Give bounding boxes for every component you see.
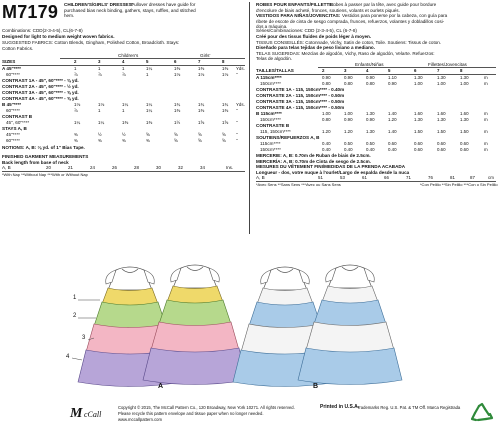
right-sens-note: *Avec Sens **Sans Sens ***Avec ou Sans Sens: [256, 182, 341, 187]
left-row-value: 1⅜: [174, 108, 181, 113]
left-finished-value: 24: [90, 165, 95, 170]
right-row-value: 1.40: [388, 111, 397, 116]
right-fillettes-header: Fillettes/Jovencitas: [428, 62, 467, 67]
right-row-value: 0.90: [344, 117, 353, 122]
left-finished-sub: Back length from base of neck: [2, 159, 69, 165]
left-childrens-header: Children's: [118, 53, 139, 58]
left-row-label: STAYS A, B: [2, 126, 27, 131]
left-finished-value: 34: [200, 165, 205, 170]
right-row-value: 1.00: [344, 111, 353, 116]
right-row-unit: m: [484, 75, 488, 80]
left-row-label: CONTRAST 1A - 45", 60"**** - ⅜ yd.: [2, 78, 79, 83]
right-row-value: 0.60: [437, 141, 446, 146]
svg-text:cCall: cCall: [84, 410, 102, 419]
right-row-label: B 115cm****: [256, 111, 282, 116]
left-combinations: Combinations: CDD(2-3-4-5), CL(6-7-8): [2, 28, 83, 33]
right-row-label: 150cm****: [260, 147, 281, 152]
right-mercerie-2: MERCERÍA: A, B: 0.70m de Cinta de sesgo de 2.5cm.: [256, 158, 371, 164]
right-size-7: 7: [437, 68, 440, 73]
left-row-value: 1: [98, 108, 101, 113]
left-row-value: 1⅝: [222, 120, 229, 125]
en-desc-1: Pullover dresses have guide for: [131, 2, 196, 7]
left-row-value: 1⅜: [122, 120, 129, 125]
left-row-label: 45"****: [6, 132, 20, 137]
left-row-label: B 45"****: [2, 102, 22, 107]
left-row-value: ⅝: [174, 138, 178, 143]
left-row-value: ⅞: [98, 72, 102, 77]
es-desc-3: dos a máquina.: [256, 24, 288, 29]
left-row-value: ⅜: [74, 132, 78, 137]
right-row-label: A 115cm****: [256, 75, 282, 80]
left-row-value: 1⅜: [146, 120, 153, 125]
right-finished-value: 81: [450, 175, 455, 180]
right-row-label: 150cm****: [260, 81, 281, 86]
right-row-value: 1.30: [414, 75, 423, 80]
right-row-value: 0.90: [388, 81, 397, 86]
left-row-label: 60"****: [6, 138, 20, 143]
dress-b-back: [298, 265, 402, 385]
left-row-value: 1½: [174, 120, 181, 125]
right-row-value: 1.20: [388, 117, 397, 122]
left-finished-value: 21: [68, 165, 73, 170]
view-label-a: A: [158, 383, 164, 390]
right-tailles-label: TAILLES/TALLAS: [256, 68, 294, 73]
right-finished-label: A, B: [256, 175, 265, 180]
left-row-value: ⅜: [122, 138, 126, 143]
right-row-value: 1.60: [460, 111, 469, 116]
right-combinations: Séries/Combinaciones: CDD (2-3-4-5), CL (6-7-8): [256, 28, 357, 33]
right-finished-value: 53: [340, 175, 345, 180]
left-size-7: 7: [198, 59, 201, 64]
left-row-value: 1¼: [146, 66, 153, 71]
right-row-value: 0.60: [437, 147, 446, 152]
right-row-value: 0.90: [344, 75, 353, 80]
en-desc-2: purchased bias neck binding, gathers, stays, ruffles, and stitched: [64, 7, 196, 13]
left-row-value: 1¼: [98, 120, 105, 125]
right-finished-value: 66: [384, 175, 389, 180]
left-size-2: 2: [74, 59, 77, 64]
left-row-value: 1¼: [146, 108, 153, 113]
recycle-icon: [470, 402, 494, 426]
fr-title: ROBES POUR ENFANTS/FILLETTE:: [256, 2, 334, 7]
left-row-value: ½: [98, 132, 102, 137]
right-row-label: 115, 150cm****: [260, 129, 291, 134]
right-row-value: 0.80: [366, 81, 375, 86]
right-row-label: CONTRASTE 3A - 115, 150cm**** - 0.50m: [256, 99, 345, 104]
left-row-value: 1⅜: [198, 108, 205, 113]
left-suggested-1: SUGGESTED FABRICS: Cotton Blends, Gingham, Polished Cotton, Broadcloth. Stays:: [2, 40, 180, 45]
left-row-value: ½: [122, 132, 126, 137]
left-row-value: 1⅛: [98, 102, 105, 107]
left-row-value: 1⅛: [74, 102, 81, 107]
right-row-value: 1.60: [414, 111, 423, 116]
en-desc-3: hem.: [64, 13, 75, 18]
dress-a-back: [143, 265, 247, 385]
left-row-label: A 45"****: [2, 66, 21, 71]
right-mercerie-1: MERCERIE: A, B: 0.70m de Ruban de biais de 2.5cm.: [256, 153, 371, 158]
fr-desc-2: d'encolure de biais acheté, fronces, soutiens, volants et ourlets piqués.: [256, 7, 400, 13]
right-finished-value: cm: [488, 175, 494, 180]
left-row-value: 1¼: [146, 102, 153, 107]
left-finished-value: 20: [46, 165, 51, 170]
right-row-value: 1.20: [322, 129, 331, 134]
left-row-value: 1⅛: [198, 72, 205, 77]
left-row-label: 60"****: [6, 72, 20, 77]
right-row-value: 0.80: [322, 81, 331, 86]
right-finished-value: 51: [318, 175, 323, 180]
right-row-label: CONTRASTE B: [256, 123, 290, 128]
left-suggested-2: Cotton Fabrics.: [2, 45, 34, 51]
right-row-value: 1.30: [437, 75, 446, 80]
left-row-value: 1¾: [222, 102, 229, 107]
left-row-value: 1¾: [198, 102, 205, 107]
left-size-4: 4: [122, 59, 125, 64]
left-row-value: 1⅛: [222, 72, 229, 77]
right-row-value: 1.50: [437, 129, 446, 134]
left-row-unit: Yds.: [236, 102, 245, 107]
callout-4: 4: [66, 354, 70, 360]
right-row-unit: m: [484, 129, 488, 134]
en-title: CHILDREN'S/GIRLS' DRESSES:: [64, 2, 134, 7]
right-row-value: 1.50: [414, 129, 423, 134]
right-row-label: CONTRASTE 1A - 115, 150cm**** - 0.40m: [256, 87, 345, 92]
left-size-3: 3: [98, 59, 101, 64]
right-row-value: 0.40: [322, 141, 331, 146]
left-row-value: 1¾: [174, 102, 181, 107]
footer-recycle-note: Please recycle this pattern envelope and tissue paper when no longer needed.: [118, 411, 264, 416]
es-desc-2: ribete de escote de cinta de sesgo comprada, frunces, refuerzos, volantes y dobladillos cosi-: [256, 18, 445, 24]
right-row-label: SOUTIENS/REFUERZOS A, B: [256, 135, 320, 140]
right-row-value: 0.80: [344, 81, 353, 86]
right-mesures-1: MESURES DU VÊTEMENT FINI/MEDIDAS DE LA PRENDA ACABADA: [256, 164, 406, 169]
left-row-value: ⅝: [174, 132, 178, 137]
left-row-value: 1⅛: [174, 72, 181, 77]
left-designed: Designed for light to medium weight woven fabrics.: [2, 34, 115, 39]
left-row-value: 1: [122, 108, 125, 113]
left-size-6: 6: [174, 59, 177, 64]
left-row-value: ⅝: [198, 132, 202, 137]
left-row-value: 1¼: [74, 120, 81, 125]
right-row-value: 0.40: [388, 147, 397, 152]
callout-2: 2: [73, 313, 77, 319]
right-size-8: 8: [460, 68, 463, 73]
right-row-value: 1.20: [344, 129, 353, 134]
es-desc-1: Vestidos para ponerse por la cabeza, con guía para: [342, 13, 448, 18]
left-notions: NOTIONS: A, B: ⅛ yd. of 1" Bias Tape.: [2, 145, 85, 150]
right-row-unit: m: [484, 147, 488, 152]
right-row-value: 1.00: [437, 81, 446, 86]
left-row-label: CONTRAST 4A - 45", 60"**** - ⅝ yd.: [2, 96, 79, 101]
right-size-3: 3: [344, 68, 347, 73]
right-row-label: CONTRASTE 2A - 115, 150cm**** - 0.50m: [256, 93, 345, 98]
right-row-value: 1.30: [366, 111, 375, 116]
callout-1: 1: [73, 295, 77, 301]
left-girls-header: Girls': [200, 53, 211, 58]
right-row-value: 1.30: [460, 117, 469, 122]
left-finished-value: Ins.: [226, 165, 234, 170]
left-finished-value: 26: [112, 165, 117, 170]
left-nap-note: *With Nap **Without Nap ***With or Without Nap: [2, 172, 88, 177]
left-finished-title: FINISHED GARMENT MEASUREMENTS: [2, 154, 89, 159]
left-row-label: CONTRAST 3A - 45", 60"**** - ⅝ yd.: [2, 90, 79, 95]
left-size-5: 5: [146, 59, 149, 64]
right-row-value: 0.60: [388, 141, 397, 146]
fr-desc-1: Robes à passer par la tête, avec guide pour bordure: [330, 2, 437, 7]
right-row-label: 150cm****: [260, 117, 281, 122]
left-row-unit: ": [236, 132, 238, 137]
right-disenado: Diseñado para telas tejidas de peso liviano a mediano.: [256, 45, 375, 50]
right-row-value: 1.30: [366, 129, 375, 134]
right-row-value: 0.60: [414, 141, 423, 146]
left-row-value: 1⅜: [222, 108, 229, 113]
right-row-value: 0.60: [460, 141, 469, 146]
right-finished-value: 87: [470, 175, 475, 180]
right-enfants-header: Enfants/Niñas: [355, 62, 384, 67]
left-row-value: 1⅝: [198, 120, 205, 125]
svg-text:M: M: [70, 406, 83, 421]
callout-3: 3: [82, 335, 86, 341]
right-row-unit: m: [484, 141, 488, 146]
right-row-value: 1.00: [322, 111, 331, 116]
left-row-value: ⅝: [222, 132, 226, 137]
right-row-value: 0.50: [344, 141, 353, 146]
right-tissus: TISSUS CONSEILLÉS: Cotonnade, Vichy, Satin de coton, Toile. Soutiens: Tissus de coton.: [256, 39, 442, 45]
right-row-value: 0.90: [366, 117, 375, 122]
left-row-value: 1: [98, 66, 101, 71]
left-row-value: ⅞: [122, 72, 126, 77]
right-finished-value: 76: [428, 175, 433, 180]
right-row-value: 1.30: [414, 117, 423, 122]
right-row-value: 0.90: [366, 75, 375, 80]
left-row-value: ⅜: [146, 138, 150, 143]
right-row-value: 1.30: [460, 75, 469, 80]
footer-url[interactable]: www.mccallpattern.com: [118, 417, 162, 422]
right-row-unit: m: [484, 81, 488, 86]
right-row-value: 0.40: [344, 147, 353, 152]
left-row-value: ⅜: [74, 138, 78, 143]
left-row-value: 1¼: [122, 102, 129, 107]
right-pelo-note: *Con Pelillo **Sin Pelillo ***Con o Sin Pelillo: [420, 182, 498, 187]
right-mesures-2: Longueur - dos, votre nuque à l'ourlet/Largo de espalda desde la nuca: [256, 169, 410, 175]
left-row-label: 60"****: [6, 108, 20, 113]
left-row-value: ⅝: [146, 132, 150, 137]
right-row-value: 0.40: [322, 147, 331, 152]
left-finished-value: 30: [156, 165, 161, 170]
left-row-value: 1⅜: [174, 66, 181, 71]
left-size-8: 8: [222, 59, 225, 64]
right-row-label: 115cm****: [260, 141, 281, 146]
right-row-value: 0.80: [322, 117, 331, 122]
right-size-5: 5: [388, 68, 391, 73]
left-row-value: ⅞: [74, 108, 78, 113]
left-row-value: 1: [74, 66, 77, 71]
left-sizes-label: SIZES: [2, 59, 16, 64]
right-row-value: 0.60: [460, 147, 469, 152]
left-row-value: ⅝: [222, 138, 226, 143]
left-row-unit: ": [236, 120, 238, 125]
right-row-value: 1.00: [414, 81, 423, 86]
left-row-value: 1: [122, 66, 125, 71]
left-row-value: 1: [146, 72, 149, 77]
right-finished-value: 61: [362, 175, 367, 180]
right-size-6: 6: [414, 68, 417, 73]
es-title: VESTIDOS PARA NIÑAS/JOVENCITAS:: [256, 13, 341, 18]
right-row-value: 1.50: [460, 129, 469, 134]
right-row-unit: m: [484, 111, 488, 116]
right-row-value: 0.90: [322, 75, 331, 80]
left-row-label: CONTRAST 2A - 45", 60"**** - ½ yd.: [2, 84, 79, 89]
left-row-unit: Yds.: [236, 66, 245, 71]
left-row-value: 1⅜: [222, 66, 229, 71]
left-finished-value: 28: [134, 165, 139, 170]
view-label-b: B: [313, 383, 319, 390]
left-row-value: 1⅜: [198, 66, 205, 71]
right-row-value: 1.00: [460, 81, 469, 86]
right-row-value: 1.60: [437, 111, 446, 116]
right-row-value: 0.60: [414, 147, 423, 152]
left-row-value: ⅜: [98, 138, 102, 143]
left-row-label: CONTRAST B: [2, 114, 33, 119]
right-size-4: 4: [366, 68, 369, 73]
footer-printed: Printed in U.S.A.: [320, 404, 360, 410]
right-row-unit: m: [484, 117, 488, 122]
right-row-value: 0.40: [366, 147, 375, 152]
left-row-unit: ": [236, 72, 238, 77]
left-row-unit: ": [236, 138, 238, 143]
right-telas-1: TELAS SUGERIDAS: Mezclas de algodón, Vichy, Raso de algodón, Velarte. Refuerzos:: [256, 50, 435, 56]
right-telas-2: Telas de algodón.: [256, 56, 293, 61]
right-row-value: 1.30: [437, 117, 446, 122]
right-row-value: 0.50: [366, 141, 375, 146]
footer-copyright: Copyright © 2015, The McCall Pattern Co., 120 Broadway, New York 10271. All rights reserved.: [118, 405, 295, 410]
right-finished-value: 71: [406, 175, 411, 180]
mccall-logo: [68, 404, 112, 422]
right-cree: Créé pour des tissus fluides de poids léger à moyen.: [256, 34, 372, 39]
right-row-label: CONTRASTE 4A - 115, 150cm**** - 0.50m: [256, 105, 345, 110]
pattern-code: M7179: [2, 2, 59, 22]
left-row-value: ⅝: [198, 138, 202, 143]
left-finished-label: A, B: [2, 165, 11, 170]
left-row-unit: ": [236, 108, 238, 113]
footer-trademarks: Trademarks Reg. U.S. Pat. & TM Off. Marca Registrada: [357, 405, 461, 410]
right-row-value: 1.10: [388, 75, 397, 80]
left-finished-value: 32: [178, 165, 183, 170]
right-row-value: 1.40: [388, 129, 397, 134]
right-size-2: 2: [322, 68, 325, 73]
left-row-value: ⅞: [74, 72, 78, 77]
left-row-label: 45", 60"****: [6, 120, 30, 125]
